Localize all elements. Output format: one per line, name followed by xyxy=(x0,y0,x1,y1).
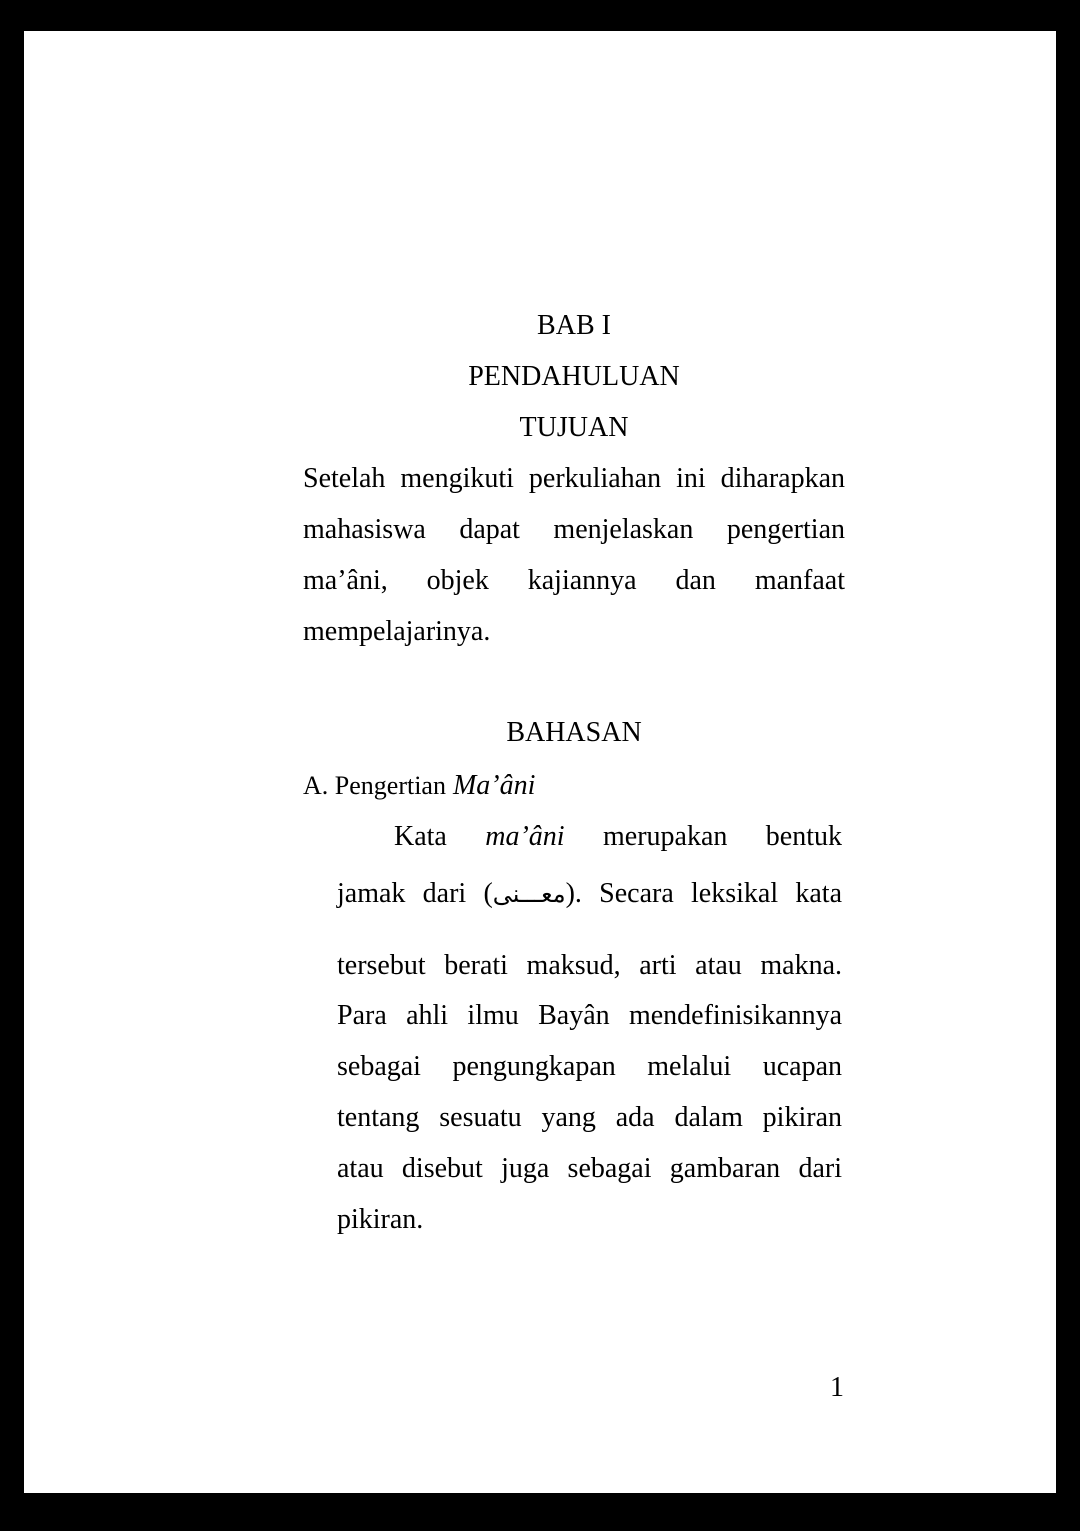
paragraph-line-1-start: Kata xyxy=(394,821,447,852)
chapter-title: PENDAHULUAN xyxy=(468,361,680,392)
paragraph-line-7: atau disebut juga sebagai gambaran dari xyxy=(337,1153,842,1184)
paragraph-line-6: tentang sesuatu yang ada dalam pikiran xyxy=(337,1102,842,1133)
paragraph-line-2-end: ). Secara leksikal kata xyxy=(565,878,843,909)
paragraph-line-1-term: ma’âni xyxy=(485,821,565,852)
paragraph-line-1 xyxy=(394,820,842,854)
discussion-heading: BAHASAN xyxy=(506,717,642,748)
arabic-word: معـــنى xyxy=(492,880,566,908)
paragraph-line-8: pikiran. xyxy=(337,1204,424,1235)
objective-line-1: Setelah mengikuti perkuliahan ini diharapkan xyxy=(303,463,845,494)
paragraph-line-3: tersebut berati maksud, arti atau makna. xyxy=(337,950,842,981)
paragraph-line-4: Para ahli ilmu Bayân mendefinisikannya xyxy=(337,1000,842,1031)
objective-line-3: ma’âni, objek kajiannya dan manfaat xyxy=(303,565,845,596)
objective-line-2: mahasiswa dapat menjelaskan pengertian xyxy=(303,514,845,545)
paragraph-line-2 xyxy=(337,877,842,911)
paragraph-line-2-start: jamak dari ( xyxy=(337,878,493,909)
section-a-label: A. Pengertian xyxy=(303,771,446,800)
section-a-term: Ma’âni xyxy=(452,770,536,801)
objective-heading: TUJUAN xyxy=(519,412,629,443)
paragraph-line-1-end: merupakan bentuk xyxy=(603,821,842,852)
document-page xyxy=(24,31,1056,1493)
paragraph-line-5: sebagai pengungkapan melalui ucapan xyxy=(337,1051,842,1082)
section-a-heading xyxy=(303,769,535,803)
chapter-number: BAB I xyxy=(537,310,611,341)
page-number: 1 xyxy=(830,1372,844,1403)
objective-line-4: mempelajarinya. xyxy=(303,616,491,647)
